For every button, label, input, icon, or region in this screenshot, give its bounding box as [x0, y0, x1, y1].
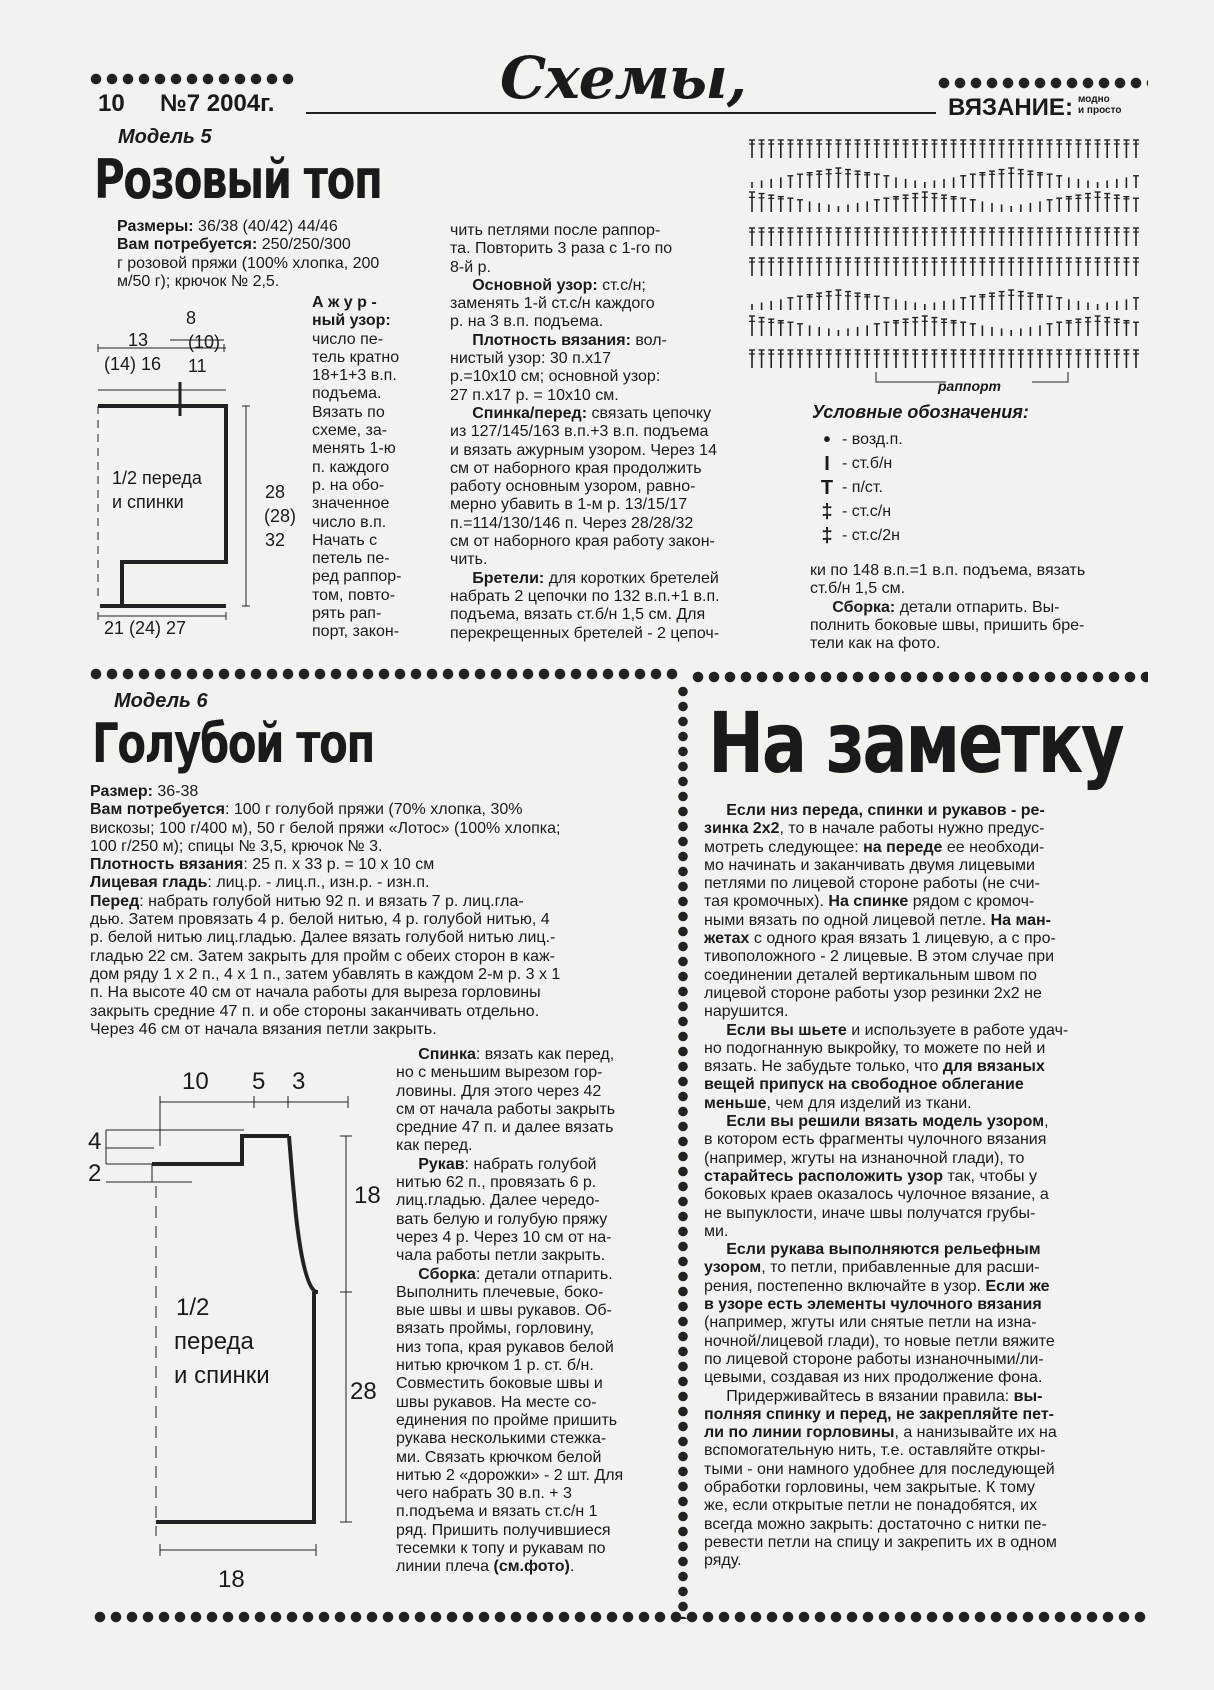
- text-line: мотреть следующее: на переде ее необходи-: [704, 838, 1045, 856]
- text-line: полняя спинку и перед, не закрепляйте пет-: [704, 1405, 1054, 1423]
- text-line: 27 п.х17 р. = 10х10 см.: [450, 386, 619, 404]
- model5-col3: [810, 562, 1146, 653]
- schematic-inner-label-1: 1/2 переда: [112, 468, 202, 488]
- text-line: нистый узор: 30 п.х17: [450, 350, 611, 368]
- text-line: перекрещенных бретелей - 2 цепоч-: [450, 624, 720, 642]
- text-line: 18+1+3 в.п.: [312, 367, 397, 385]
- text-line: же, если открытые петли не понадобятся, их: [704, 1497, 1038, 1515]
- legend-symbol: ‡: [821, 524, 833, 547]
- text-line: 8-й р.: [450, 258, 491, 276]
- text-line: и вязать ажурным узором. Через 14: [450, 441, 717, 459]
- text-line: через 4 р. Через 10 см от на-: [396, 1228, 612, 1246]
- dim-bottom: 21 (24) 27: [104, 618, 187, 638]
- header-rule: [306, 112, 936, 114]
- schematic-inner-label-3: и спинки: [174, 1362, 270, 1389]
- text-line: ловины. Для этого через 42: [396, 1082, 602, 1100]
- text-line: см от наборного края продолжить: [450, 459, 702, 477]
- dim-left-1: 13: [128, 330, 149, 350]
- text-line: Размер: 36-38: [90, 783, 199, 800]
- text-line: не выпуклости, иначе швы получатся грубы-: [704, 1204, 1036, 1222]
- dim-left-3: 11: [188, 356, 207, 376]
- page-number: 10: [98, 90, 125, 117]
- text-line: жетах с одного края вязать 1 лицевую, а с про-: [704, 930, 1056, 948]
- model5-col2: [450, 222, 724, 643]
- text-line: (например, жгуты или снятые петли на изна-: [704, 1314, 1037, 1332]
- dim-top-alt: (10): [188, 332, 221, 352]
- text-line: Вам потребуется: 100 г голубой пряжи (70% хлопка, 30%: [90, 801, 523, 819]
- text-line: обработки горловины, чем закрытые. К тому: [704, 1478, 1036, 1496]
- model6-title: Голубой топ: [92, 712, 374, 775]
- text-line: п. На высоте 40 см от начала работы для выреза горловины: [90, 984, 541, 1002]
- divider-dots-right: [690, 670, 1148, 684]
- text-line: ки по 148 в.п.=1 в.п. подъема, вязать: [810, 562, 1086, 579]
- dim-width-10: 10: [182, 1068, 209, 1095]
- text-line: число в.п.: [312, 513, 387, 531]
- text-line: Вязать по: [312, 403, 385, 421]
- text-line: Если вы решили вязать модель узором,: [726, 1113, 1049, 1131]
- text-line: узором, то петли, прибавленные для расши-: [704, 1259, 1040, 1277]
- text-line: закрыть средние 47 п. и обе стороны заканчивать отдельно.: [90, 1002, 540, 1020]
- text-line: тыми - они намного удобнее для последующей: [704, 1460, 1055, 1478]
- dim-right-2: (28): [264, 506, 297, 526]
- dim-height-28: 28: [350, 1378, 377, 1405]
- notes-text: [704, 802, 1148, 1570]
- text-line: нитью 62 п., провязать 6 р.: [396, 1174, 597, 1192]
- text-line: вязать проймы, горловину,: [396, 1320, 595, 1338]
- schematic-inner-label-2: переда: [174, 1328, 254, 1355]
- text-line: Выполнить плечевые, боко-: [396, 1283, 604, 1301]
- issue-number: №7 2004г.: [160, 90, 275, 117]
- magazine-name: ВЯЗАНИЕ:: [948, 94, 1073, 121]
- model5-label: Модель 5: [118, 126, 212, 148]
- dim-width-3: 3: [292, 1068, 306, 1095]
- text-line: цевыми, создавая из них продолжение фона.: [704, 1369, 1043, 1387]
- model5-title: Розовый топ: [94, 148, 382, 211]
- text-line: низ топа, края рукавов белой: [396, 1338, 614, 1356]
- model6-label: Модель 6: [114, 690, 208, 712]
- text-line: тели как на фото.: [810, 635, 941, 653]
- text-line: Размеры: 36/38 (40/42) 44/46: [117, 218, 338, 235]
- text-line: меньше, чем для изделий из ткани.: [704, 1094, 972, 1112]
- text-line: рения, постепенно включайте в узор. Если же: [704, 1277, 1050, 1295]
- text-line: ми.: [704, 1222, 729, 1240]
- text-line: нарушится.: [704, 1003, 789, 1021]
- model5-ajur-text: [312, 294, 424, 642]
- legend-item: [818, 428, 903, 452]
- text-line: Вам потребуется: 250/250/300: [117, 236, 351, 254]
- text-line: число пе-: [312, 330, 384, 348]
- model5-col1: [117, 218, 433, 291]
- text-line: ный узор:: [312, 312, 391, 330]
- text-line: 100 г/250 м); спицы № 3,5, крючок № 3.: [90, 837, 383, 855]
- rapport-label: раппорт: [938, 378, 1001, 394]
- dim-height-2: 2: [88, 1160, 102, 1187]
- text-line: п. каждого: [312, 458, 390, 476]
- text-line: Если рукава выполняются рельефным: [726, 1241, 1041, 1259]
- text-line: (например, жгуты на изнаночной глади), то: [704, 1149, 1025, 1167]
- text-line: р. белой нитью лиц.гладью. Далее вязать голубой нитью лиц.-: [90, 929, 556, 947]
- dim-width-18: 18: [218, 1566, 245, 1593]
- text-line: подъема, вязать ст.б/н 1,5 см. Для: [450, 606, 706, 624]
- rapport-bracket: [1032, 372, 1068, 382]
- text-line: схеме, за-: [312, 422, 388, 440]
- text-line: лицевой стороне работы узор резинки 2х2 не: [704, 984, 1042, 1002]
- text-line: гладью 22 см. Затем закрыть для пройм с обеих сторон в каж-: [90, 947, 555, 965]
- legend-text: - возд.п.: [842, 431, 903, 448]
- text-line: тивоположного - 2 лицевые. В этом случае при: [704, 948, 1055, 966]
- text-line: ночной/лицевой глади), то новые петли вяжите: [704, 1332, 1055, 1350]
- text-line: чить петлями после раппор-: [450, 222, 661, 239]
- text-line: п.подъема и вязать ст.с/н 1: [396, 1503, 598, 1521]
- schematic-inner-label-1: 1/2: [176, 1294, 210, 1321]
- divider-dots-vertical: [676, 684, 690, 1619]
- text-line: р. на 3 в.п. подъема.: [450, 313, 604, 331]
- text-line: Рукав: набрать голубой: [418, 1155, 597, 1173]
- text-line: но подогнанную выкройку, то можете по ней и: [704, 1039, 1046, 1057]
- legend-item: [818, 452, 903, 476]
- text-line: Совместить боковые швы и: [396, 1375, 603, 1393]
- text-line: менять 1-ю: [312, 440, 396, 458]
- legend-title: Условные обозначения:: [812, 402, 1029, 422]
- dim-width-5: 5: [252, 1068, 266, 1095]
- text-line: Через 46 см от начала вязания петли закрыть.: [90, 1020, 437, 1038]
- dim-height-18: 18: [354, 1182, 381, 1209]
- text-line: А ж у р -: [312, 294, 377, 311]
- text-line: Лицевая гладь: лиц.р. - лиц.п., изн.р. - изн.п.: [90, 874, 430, 892]
- text-line: вещей припуск на свободное облегание: [704, 1076, 1024, 1094]
- divider-dots-left: [88, 667, 680, 681]
- text-line: тесемки к топу и рукавам по: [396, 1540, 606, 1558]
- text-line: работу основным узором, равно-: [450, 478, 696, 496]
- text-line: чала работы петли закрыть.: [396, 1247, 606, 1265]
- text-line: Плотность вязания: 25 п. х 33 р. = 10 х 10 см: [90, 856, 435, 874]
- text-line: чить.: [450, 551, 488, 569]
- rapport-bracket: [876, 372, 946, 382]
- dim-height-4: 4: [88, 1128, 102, 1155]
- text-line: значенное: [312, 495, 390, 513]
- text-line: зинка 2х2, то в начале работы нужно предус-: [704, 820, 1045, 838]
- text-line: петель пе-: [312, 550, 390, 568]
- text-line: линии плеча (см.фото).: [396, 1558, 575, 1576]
- dim-right-3: 32: [265, 530, 286, 550]
- schematic-inner-label-2: и спинки: [112, 492, 184, 512]
- text-line: см от наборного края работу закон-: [450, 533, 715, 551]
- text-line: та. Повторить 3 раза с 1-го по: [450, 240, 673, 258]
- text-line: Основной узор: ст.с/н;: [472, 276, 646, 294]
- text-line: тая кромочных). На спинке рядом с кромоч-: [704, 893, 1035, 911]
- legend-symbol: I: [824, 452, 830, 475]
- text-line: Сборка: детали отпарить.: [418, 1265, 613, 1283]
- text-line: Плотность вязания: вол-: [472, 331, 667, 349]
- text-line: заменять 1-й ст.с/н каждого: [450, 295, 655, 313]
- footer-dots: [92, 1610, 1148, 1624]
- notes-title: На заметку: [708, 694, 1123, 792]
- text-line: соединении деталей вертикальным швом по: [704, 966, 1037, 984]
- text-line: порт, закон-: [312, 623, 400, 641]
- text-line: Спинка: вязать как перед,: [418, 1046, 615, 1063]
- text-line: ред раппор-: [312, 568, 402, 586]
- text-line: рять рап-: [312, 605, 382, 623]
- text-line: нитью крючком 1 р. ст. б/н.: [396, 1357, 594, 1375]
- text-line: средние 47 п. и далее вязать: [396, 1119, 614, 1137]
- dim-right-1: 28: [265, 482, 286, 502]
- text-line: Спинка/перед: связать цепочку: [472, 404, 712, 422]
- text-line: ли по линии горловины, а нанизывайте их на: [704, 1424, 1057, 1442]
- text-line: вые швы и швы рукавов. Об-: [396, 1302, 612, 1320]
- text-line: Бретели: для коротких бретелей: [472, 569, 719, 587]
- dim-top: 8: [186, 308, 197, 328]
- header-dots-right: [936, 76, 1148, 90]
- text-line: в узоре есть элементы чулочного вязания: [704, 1296, 1042, 1314]
- text-line: полнить боковые швы, пришить бре-: [810, 616, 1085, 634]
- text-line: подъема.: [312, 385, 382, 403]
- text-line: вискозы; 100 г/400 м), 50 г белой пряжи «Лотос» (100% хлопка;: [90, 819, 561, 837]
- text-line: в котором есть фрагменты чулочного вязания: [704, 1131, 1047, 1149]
- text-line: вязать. Не забудьте только, что для вязаных: [704, 1058, 1045, 1076]
- text-line: Если низ переда, спинки и рукавов - ре-: [726, 802, 1045, 819]
- text-line: том, повто-: [312, 586, 396, 604]
- text-line: лиц.гладью. Далее чередо-: [396, 1192, 600, 1210]
- legend-text: - ст.с/н: [842, 503, 892, 520]
- magazine-subtitle-2: и просто: [1078, 105, 1122, 116]
- legend-list: [818, 428, 903, 548]
- text-line: набрать 2 цепочки по 132 в.п.+1 в.п.: [450, 587, 720, 605]
- text-line: Перед: набрать голубой нитью 92 п. и вязать 7 р. лиц.гла-: [90, 892, 524, 910]
- header-dots-left: [88, 72, 298, 86]
- text-line: вспомогательную нить, т.е. оставляйте откры-: [704, 1442, 1046, 1460]
- dim-left-2: (14) 16: [104, 354, 162, 374]
- text-line: мо начинать и заканчивать двумя лицевыми: [704, 856, 1035, 874]
- text-line: см от начала работы закрыть: [396, 1100, 616, 1118]
- text-line: тель кратно: [312, 348, 400, 366]
- text-line: ряд. Пришить получившиеся: [396, 1521, 611, 1539]
- text-line: ряду.: [704, 1552, 742, 1570]
- legend-symbol: T: [820, 476, 834, 499]
- text-line: Если вы шьете и используете в работе удач-: [726, 1021, 1069, 1039]
- text-line: из 127/145/163 в.п.+3 в.п. подъема: [450, 423, 709, 441]
- legend-symbol: ‡: [821, 500, 833, 523]
- text-line: вать белую и голубую пряжу: [396, 1210, 608, 1228]
- text-line: м/50 г); крючок № 2,5.: [117, 272, 280, 290]
- text-line: р.=10х10 см; основной узор:: [450, 368, 661, 386]
- text-line: нитью 2 «дорожки» - 2 шт. Для: [396, 1466, 624, 1484]
- text-line: по лицевой стороне работы изнаночными/ли-: [704, 1350, 1044, 1368]
- text-line: всегда можно закрыть: достаточно с нитки пе-: [704, 1515, 1047, 1533]
- legend-item: [818, 500, 903, 524]
- model6-schematic: [84, 1066, 384, 1586]
- text-line: как перед.: [396, 1137, 473, 1155]
- text-line: единения по пройме пришить: [396, 1411, 618, 1429]
- model6-wide-text: [90, 783, 670, 1039]
- text-line: п.=114/130/146 п. Через 28/28/32: [450, 514, 694, 532]
- text-line: рукава несколькими стежка-: [396, 1430, 607, 1448]
- legend-item: [818, 524, 903, 548]
- legend-text: - ст.б/н: [842, 455, 893, 472]
- text-line: мерно убавить в 1-м р. 13/15/17: [450, 496, 688, 514]
- text-line: Начать с: [312, 531, 378, 549]
- text-line: дью. Затем провязать 4 р. белой нитью, 4 р. голубой нитью, 4: [90, 911, 550, 929]
- text-line: ст.б/н 1,5 см.: [810, 580, 906, 598]
- text-line: чего набрать 30 в.п. + 3: [396, 1485, 572, 1503]
- legend-text: - п/ст.: [842, 479, 883, 496]
- text-line: дом ряду 1 х 2 п., 4 х 1 п., затем убавлять в каждом 2-м р. 3 х 1: [90, 965, 561, 983]
- legend-item: [818, 476, 903, 500]
- text-line: Сборка: детали отпарить. Вы-: [832, 598, 1060, 616]
- text-line: швы рукавов. На месте со-: [396, 1393, 597, 1411]
- text-line: ными вязать по одной лицевой петле. На ман-: [704, 911, 1052, 929]
- crochet-chart: [746, 134, 1148, 394]
- text-line: но с меньшим вырезом гор-: [396, 1064, 603, 1082]
- legend-symbol: •: [823, 428, 831, 451]
- text-line: боковых краев оказалось чулочное вязание, а: [704, 1186, 1049, 1204]
- text-line: г розовой пряжи (100% хлопка, 200: [117, 254, 380, 272]
- model6-narrow-text: [396, 1046, 666, 1577]
- section-script-title: Схемы,: [500, 44, 746, 112]
- magazine-subtitle-1: модно: [1078, 94, 1110, 105]
- text-line: петлями по лицевой стороне работы (не счи-: [704, 875, 1040, 893]
- text-line: старайтесь расположить узор так, чтобы у: [704, 1167, 1037, 1185]
- text-line: ми. Связать крючком белой: [396, 1448, 602, 1466]
- text-line: р. на обо-: [312, 476, 385, 494]
- text-line: ревести петли на спицу и закрепить их в одном: [704, 1533, 1057, 1551]
- legend-text: - ст.с/2н: [842, 527, 900, 544]
- text-line: Придерживайтесь в вязании правила: вы-: [704, 1387, 1043, 1405]
